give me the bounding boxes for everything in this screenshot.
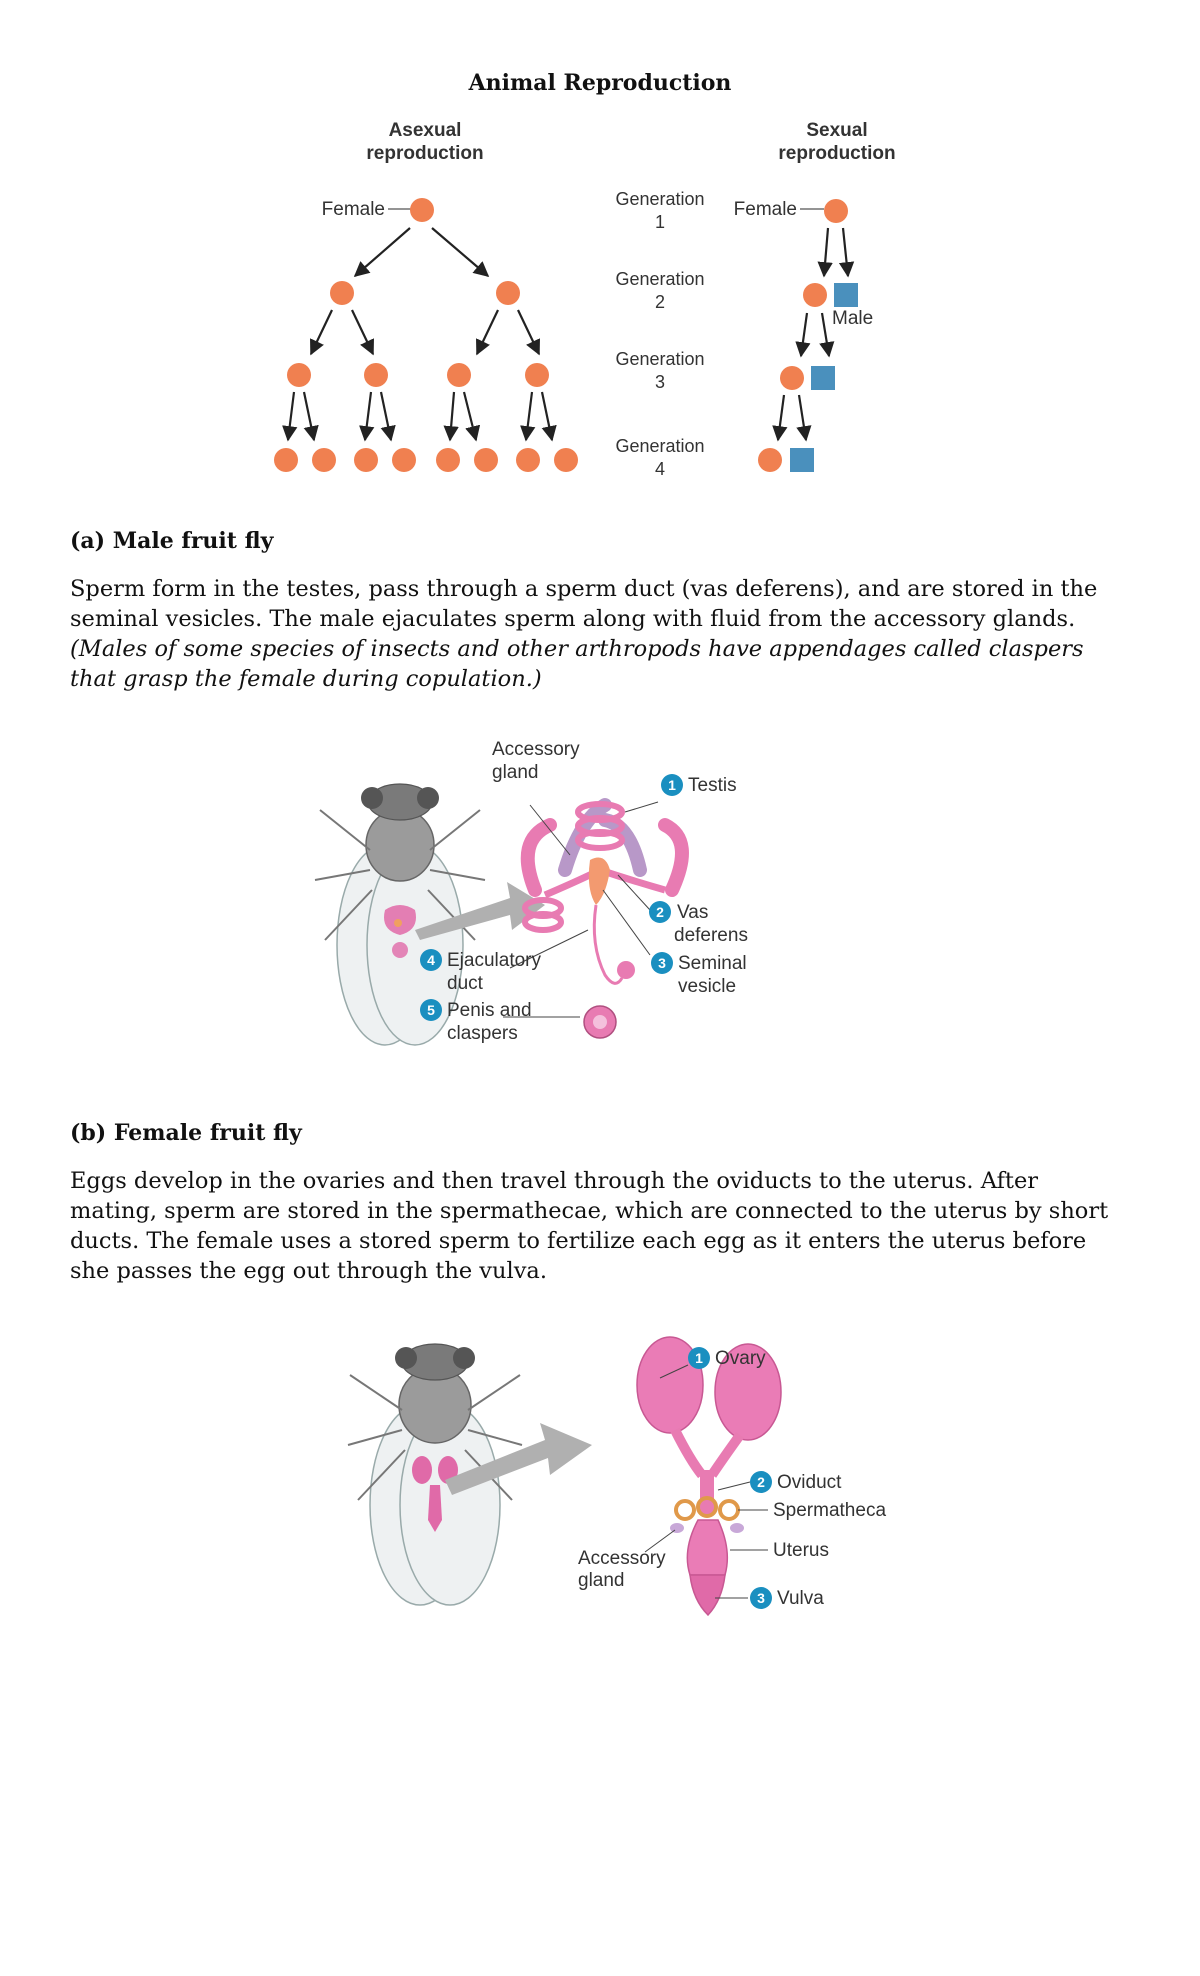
seminal-vesicle-number: 3 bbox=[658, 955, 666, 971]
female-circle bbox=[525, 363, 549, 387]
sexual-female-label: Female bbox=[733, 199, 797, 220]
section-b-heading: (b) Female fruit fly bbox=[70, 1120, 302, 1146]
sexual-tree bbox=[758, 199, 858, 472]
generation-4-number: 4 bbox=[654, 459, 666, 479]
generation-4-label: Generation bbox=[615, 436, 705, 456]
generation-2-number: 2 bbox=[654, 292, 666, 312]
section-a-italic-note: (Males of some species of insects and other arthropods have appendages called claspers that grasp the female during copulation.) bbox=[70, 636, 1084, 692]
section-a-heading: (a) Male fruit fly bbox=[70, 528, 274, 554]
female-circle bbox=[274, 448, 298, 472]
female-circle bbox=[392, 448, 416, 472]
generation-1-number: 1 bbox=[654, 212, 666, 232]
female-circle bbox=[287, 363, 311, 387]
female-circle bbox=[447, 363, 471, 387]
spermatheca-label: Spermatheca bbox=[773, 1500, 887, 1521]
female-accessory-gland-label-line1: Accessory bbox=[578, 1548, 666, 1569]
female-circle bbox=[410, 198, 434, 222]
female-circle bbox=[780, 366, 804, 390]
testis-label: Testis bbox=[688, 775, 737, 796]
vas-deferens-number: 2 bbox=[656, 904, 664, 920]
penis-claspers-number: 5 bbox=[427, 1002, 435, 1018]
oviduct-label: Oviduct bbox=[777, 1472, 842, 1493]
male-square bbox=[834, 283, 858, 307]
female-circle bbox=[516, 448, 540, 472]
accessory-gland-label-line2: gland bbox=[492, 762, 539, 783]
female-circle bbox=[474, 448, 498, 472]
male-label: Male bbox=[832, 308, 874, 329]
section-b-paragraph: Eggs develop in the ovaries and then travel through the oviducts to the uterus. After mating, sperm are stored in the spermathecae, which are connected to the uterus by short ducts. The female uses a stored sperm to fertilize each egg as it enters the uterus before she passes the egg out through the vulva. bbox=[70, 1168, 1109, 1284]
vas-deferens-label-line1: Vas bbox=[677, 902, 709, 923]
ejaculatory-duct-label-line1: Ejaculatory bbox=[447, 950, 541, 971]
female-circle bbox=[803, 283, 827, 307]
female-circle bbox=[758, 448, 782, 472]
sexual-header-line2: reproduction bbox=[778, 143, 896, 164]
female-circle bbox=[554, 448, 578, 472]
generation-1-label: Generation bbox=[615, 189, 705, 209]
vas-deferens-label-line2: deferens bbox=[674, 925, 748, 946]
ejaculatory-duct-number: 4 bbox=[427, 952, 435, 968]
reproduction-diagram bbox=[260, 110, 940, 485]
ejaculatory-duct-label-line2: duct bbox=[447, 973, 483, 994]
male-square bbox=[811, 366, 835, 390]
ovary-label: Ovary bbox=[715, 1348, 766, 1369]
penis-claspers-label-line1: Penis and bbox=[447, 1000, 532, 1021]
male-square bbox=[790, 448, 814, 472]
ovary-number: 1 bbox=[695, 1350, 703, 1366]
section-a-text: Sperm form in the testes, pass through a sperm duct (vas deferens), and are stored in the seminal vesicles. The male ejaculates sperm along with fluid from the accessory glands. bbox=[70, 576, 1098, 632]
seminal-vesicle-label-line1: Seminal bbox=[678, 953, 747, 974]
female-circle bbox=[312, 448, 336, 472]
vulva-number: 3 bbox=[757, 1590, 765, 1606]
section-a-paragraph bbox=[70, 574, 1130, 694]
sexual-header-line1: Sexual bbox=[806, 120, 868, 141]
document-title: Animal Reproduction bbox=[468, 70, 732, 96]
vulva-label: Vulva bbox=[777, 1588, 824, 1609]
oviduct-number: 2 bbox=[757, 1474, 765, 1490]
female-accessory-gland-label-line2: gland bbox=[578, 1570, 625, 1591]
asexual-tree bbox=[274, 198, 578, 472]
female-circle bbox=[496, 281, 520, 305]
seminal-vesicle-label-line2: vesicle bbox=[678, 976, 737, 997]
asexual-header-line1: Asexual bbox=[388, 120, 462, 141]
female-circle bbox=[330, 281, 354, 305]
testis-number: 1 bbox=[668, 777, 676, 793]
female-circle bbox=[364, 363, 388, 387]
asexual-header-line2: reproduction bbox=[366, 143, 484, 164]
female-circle bbox=[824, 199, 848, 223]
generation-3-label: Generation bbox=[615, 349, 705, 369]
generation-3-number: 3 bbox=[654, 372, 666, 392]
male-fruit-fly-figure bbox=[300, 730, 900, 1070]
generation-2-label: Generation bbox=[615, 269, 705, 289]
female-circle bbox=[354, 448, 378, 472]
female-circle bbox=[436, 448, 460, 472]
female-fruit-fly-figure bbox=[330, 1320, 890, 1630]
penis-claspers-label-line2: claspers bbox=[447, 1023, 518, 1044]
uterus-label: Uterus bbox=[773, 1540, 829, 1561]
accessory-gland-label-line1: Accessory bbox=[492, 739, 580, 760]
asexual-female-label: Female bbox=[321, 199, 385, 220]
